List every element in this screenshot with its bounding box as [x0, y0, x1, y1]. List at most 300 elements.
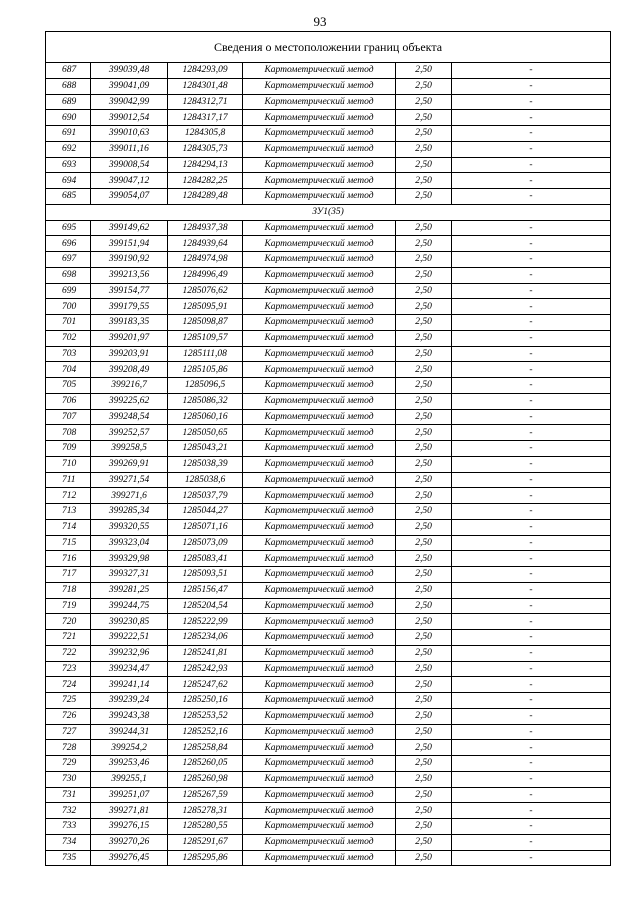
- method-cell: Картометрический метод: [243, 693, 396, 709]
- point-number-cell: 723: [46, 661, 91, 677]
- accuracy-cell: 2,50: [396, 535, 452, 551]
- x-coordinate-cell: 399041,09: [91, 78, 168, 94]
- x-coordinate-cell: 399271,54: [91, 472, 168, 488]
- point-number-cell: 702: [46, 330, 91, 346]
- description-cell: -: [452, 94, 611, 110]
- y-coordinate-cell: 1285278,31: [168, 803, 243, 819]
- y-coordinate-cell: 1285086,32: [168, 393, 243, 409]
- accuracy-cell: 2,50: [396, 834, 452, 850]
- x-coordinate-cell: 399244,31: [91, 724, 168, 740]
- description-cell: -: [452, 267, 611, 283]
- description-cell: -: [452, 78, 611, 94]
- method-cell: Картометрический метод: [243, 157, 396, 173]
- method-cell: Картометрический метод: [243, 614, 396, 630]
- point-number-cell: 719: [46, 598, 91, 614]
- x-coordinate-cell: 399225,62: [91, 393, 168, 409]
- table-row: [46, 110, 611, 126]
- method-cell: Картометрический метод: [243, 504, 396, 520]
- table-row: [46, 834, 611, 850]
- y-coordinate-cell: 1285234,06: [168, 630, 243, 646]
- y-coordinate-cell: 1284294,13: [168, 157, 243, 173]
- accuracy-cell: 2,50: [396, 504, 452, 520]
- description-cell: -: [452, 630, 611, 646]
- point-number-cell: 721: [46, 630, 91, 646]
- method-cell: Картометрический метод: [243, 299, 396, 315]
- x-coordinate-cell: 399151,94: [91, 236, 168, 252]
- table-row: [46, 630, 611, 646]
- table-row: [46, 315, 611, 331]
- description-cell: -: [452, 661, 611, 677]
- x-coordinate-cell: 399179,55: [91, 299, 168, 315]
- point-number-cell: 700: [46, 299, 91, 315]
- method-cell: Картометрический метод: [243, 173, 396, 189]
- method-cell: Картометрический метод: [243, 834, 396, 850]
- description-cell: -: [452, 283, 611, 299]
- point-number-cell: 695: [46, 220, 91, 236]
- table-row: [46, 157, 611, 173]
- point-number-cell: 717: [46, 567, 91, 583]
- table-row: [46, 724, 611, 740]
- y-coordinate-cell: 1285291,67: [168, 834, 243, 850]
- x-coordinate-cell: 399271,81: [91, 803, 168, 819]
- table-row: [46, 78, 611, 94]
- table-row: [46, 803, 611, 819]
- table-row: [46, 850, 611, 866]
- point-number-cell: 688: [46, 78, 91, 94]
- method-cell: Картометрический метод: [243, 456, 396, 472]
- table-row: [46, 677, 611, 693]
- point-number-cell: 699: [46, 283, 91, 299]
- description-cell: -: [452, 409, 611, 425]
- y-coordinate-cell: 1285295,86: [168, 850, 243, 866]
- method-cell: Картометрический метод: [243, 677, 396, 693]
- description-cell: -: [452, 551, 611, 567]
- table-row: [46, 582, 611, 598]
- point-number-cell: 701: [46, 315, 91, 331]
- method-cell: Картометрический метод: [243, 141, 396, 157]
- table-row: [46, 519, 611, 535]
- table-row: [46, 551, 611, 567]
- x-coordinate-cell: 399252,57: [91, 425, 168, 441]
- description-cell: -: [452, 803, 611, 819]
- x-coordinate-cell: 399213,56: [91, 267, 168, 283]
- accuracy-cell: 2,50: [396, 677, 452, 693]
- point-number-cell: 718: [46, 582, 91, 598]
- y-coordinate-cell: 1285076,62: [168, 283, 243, 299]
- point-number-cell: 689: [46, 94, 91, 110]
- method-cell: Картометрический метод: [243, 425, 396, 441]
- table-row: [46, 220, 611, 236]
- description-cell: -: [452, 220, 611, 236]
- accuracy-cell: 2,50: [396, 141, 452, 157]
- method-cell: Картометрический метод: [243, 551, 396, 567]
- accuracy-cell: 2,50: [396, 567, 452, 583]
- x-coordinate-cell: 399042,99: [91, 94, 168, 110]
- table-row: [46, 472, 611, 488]
- x-coordinate-cell: 399276,15: [91, 819, 168, 835]
- y-coordinate-cell: 1284974,98: [168, 252, 243, 268]
- y-coordinate-cell: 1285280,55: [168, 819, 243, 835]
- x-coordinate-cell: 399047,12: [91, 173, 168, 189]
- method-cell: Картометрический метод: [243, 598, 396, 614]
- accuracy-cell: 2,50: [396, 724, 452, 740]
- y-coordinate-cell: 1285260,05: [168, 756, 243, 772]
- point-number-cell: 714: [46, 519, 91, 535]
- x-coordinate-cell: 399039,48: [91, 63, 168, 79]
- point-number-cell: 687: [46, 63, 91, 79]
- accuracy-cell: 2,50: [396, 803, 452, 819]
- accuracy-cell: 2,50: [396, 740, 452, 756]
- accuracy-cell: 2,50: [396, 362, 452, 378]
- point-number-cell: 704: [46, 362, 91, 378]
- description-cell: -: [452, 157, 611, 173]
- method-cell: Картометрический метод: [243, 756, 396, 772]
- y-coordinate-cell: 1285258,84: [168, 740, 243, 756]
- point-number-cell: 707: [46, 409, 91, 425]
- accuracy-cell: 2,50: [396, 456, 452, 472]
- table-row: [46, 94, 611, 110]
- accuracy-cell: 2,50: [396, 472, 452, 488]
- y-coordinate-cell: 1285222,99: [168, 614, 243, 630]
- method-cell: Картометрический метод: [243, 315, 396, 331]
- description-cell: -: [452, 614, 611, 630]
- description-cell: -: [452, 173, 611, 189]
- description-cell: -: [452, 740, 611, 756]
- description-cell: -: [452, 535, 611, 551]
- accuracy-cell: 2,50: [396, 519, 452, 535]
- y-coordinate-cell: 1285050,65: [168, 425, 243, 441]
- method-cell: Картометрический метод: [243, 661, 396, 677]
- point-number-cell: 710: [46, 456, 91, 472]
- table-row: [46, 456, 611, 472]
- method-cell: Картометрический метод: [243, 819, 396, 835]
- y-coordinate-cell: 1285250,16: [168, 693, 243, 709]
- method-cell: Картометрический метод: [243, 630, 396, 646]
- accuracy-cell: 2,50: [396, 63, 452, 79]
- x-coordinate-cell: 399222,51: [91, 630, 168, 646]
- y-coordinate-cell: 1285241,81: [168, 645, 243, 661]
- description-cell: -: [452, 756, 611, 772]
- x-coordinate-cell: 399203,91: [91, 346, 168, 362]
- description-cell: -: [452, 834, 611, 850]
- y-coordinate-cell: 1285267,59: [168, 787, 243, 803]
- description-cell: -: [452, 850, 611, 866]
- method-cell: Картометрический метод: [243, 441, 396, 457]
- x-coordinate-cell: 399276,45: [91, 850, 168, 866]
- accuracy-cell: 2,50: [396, 614, 452, 630]
- point-number-cell: 720: [46, 614, 91, 630]
- table-row: [46, 441, 611, 457]
- method-cell: Картометрический метод: [243, 535, 396, 551]
- x-coordinate-cell: 399190,92: [91, 252, 168, 268]
- point-number-cell: 691: [46, 126, 91, 142]
- x-coordinate-cell: 399154,77: [91, 283, 168, 299]
- y-coordinate-cell: 1284937,38: [168, 220, 243, 236]
- point-number-cell: 735: [46, 850, 91, 866]
- point-number-cell: 698: [46, 267, 91, 283]
- description-cell: -: [452, 330, 611, 346]
- method-cell: Картометрический метод: [243, 519, 396, 535]
- point-number-cell: 725: [46, 693, 91, 709]
- y-coordinate-cell: 1285098,87: [168, 315, 243, 331]
- x-coordinate-cell: 399271,6: [91, 488, 168, 504]
- y-coordinate-cell: 1285037,79: [168, 488, 243, 504]
- point-number-cell: 731: [46, 787, 91, 803]
- y-coordinate-cell: 1285242,93: [168, 661, 243, 677]
- method-cell: Картометрический метод: [243, 126, 396, 142]
- y-coordinate-cell: 1285073,09: [168, 535, 243, 551]
- x-coordinate-cell: 399241,14: [91, 677, 168, 693]
- table-row: [46, 267, 611, 283]
- y-coordinate-cell: 1284996,49: [168, 267, 243, 283]
- description-cell: -: [452, 110, 611, 126]
- y-coordinate-cell: 1285204,54: [168, 598, 243, 614]
- x-coordinate-cell: 399012,54: [91, 110, 168, 126]
- x-coordinate-cell: 399254,2: [91, 740, 168, 756]
- accuracy-cell: 2,50: [396, 661, 452, 677]
- table-row: [46, 708, 611, 724]
- description-cell: -: [452, 645, 611, 661]
- y-coordinate-cell: 1285247,62: [168, 677, 243, 693]
- x-coordinate-cell: 399329,98: [91, 551, 168, 567]
- accuracy-cell: 2,50: [396, 94, 452, 110]
- description-cell: -: [452, 677, 611, 693]
- accuracy-cell: 2,50: [396, 645, 452, 661]
- method-cell: Картометрический метод: [243, 378, 396, 394]
- point-number-cell: 726: [46, 708, 91, 724]
- y-coordinate-cell: 1285111,08: [168, 346, 243, 362]
- accuracy-cell: 2,50: [396, 582, 452, 598]
- table-row: [46, 598, 611, 614]
- method-cell: Картометрический метод: [243, 409, 396, 425]
- description-cell: -: [452, 456, 611, 472]
- accuracy-cell: 2,50: [396, 551, 452, 567]
- point-number-cell: 708: [46, 425, 91, 441]
- method-cell: Картометрический метод: [243, 582, 396, 598]
- point-number-cell: 693: [46, 157, 91, 173]
- table-row: [46, 504, 611, 520]
- description-cell: -: [452, 425, 611, 441]
- description-cell: -: [452, 346, 611, 362]
- accuracy-cell: 2,50: [396, 220, 452, 236]
- accuracy-cell: 2,50: [396, 330, 452, 346]
- table-row: [46, 393, 611, 409]
- point-number-cell: 729: [46, 756, 91, 772]
- point-number-cell: 696: [46, 236, 91, 252]
- x-coordinate-cell: 399008,54: [91, 157, 168, 173]
- description-cell: -: [452, 598, 611, 614]
- y-coordinate-cell: 1285038,39: [168, 456, 243, 472]
- description-cell: -: [452, 819, 611, 835]
- y-coordinate-cell: 1285043,21: [168, 441, 243, 457]
- table-row: [46, 661, 611, 677]
- table-row: [46, 63, 611, 79]
- accuracy-cell: 2,50: [396, 173, 452, 189]
- point-number-cell: 716: [46, 551, 91, 567]
- x-coordinate-cell: 399244,75: [91, 598, 168, 614]
- table-row: [46, 378, 611, 394]
- point-number-cell: 728: [46, 740, 91, 756]
- table-title-row: [46, 32, 611, 63]
- table-row: [46, 362, 611, 378]
- y-coordinate-cell: 1284293,09: [168, 63, 243, 79]
- description-cell: -: [452, 141, 611, 157]
- x-coordinate-cell: 399258,5: [91, 441, 168, 457]
- y-coordinate-cell: 1284282,25: [168, 173, 243, 189]
- x-coordinate-cell: 399149,62: [91, 220, 168, 236]
- y-coordinate-cell: 1285095,91: [168, 299, 243, 315]
- description-cell: -: [452, 787, 611, 803]
- method-cell: Картометрический метод: [243, 189, 396, 205]
- x-coordinate-cell: 399253,46: [91, 756, 168, 772]
- method-cell: Картометрический метод: [243, 252, 396, 268]
- table-row: [46, 141, 611, 157]
- x-coordinate-cell: 399255,1: [91, 771, 168, 787]
- x-coordinate-cell: 399248,54: [91, 409, 168, 425]
- description-cell: -: [452, 488, 611, 504]
- description-cell: -: [452, 378, 611, 394]
- accuracy-cell: 2,50: [396, 787, 452, 803]
- table-row: [46, 425, 611, 441]
- description-cell: -: [452, 315, 611, 331]
- method-cell: Картометрический метод: [243, 771, 396, 787]
- table-row: [46, 567, 611, 583]
- method-cell: Картометрический метод: [243, 708, 396, 724]
- y-coordinate-cell: 1285071,16: [168, 519, 243, 535]
- accuracy-cell: 2,50: [396, 283, 452, 299]
- point-number-cell: 705: [46, 378, 91, 394]
- method-cell: Картометрический метод: [243, 393, 396, 409]
- method-cell: Картометрический метод: [243, 362, 396, 378]
- point-number-cell: 711: [46, 472, 91, 488]
- method-cell: Картометрический метод: [243, 346, 396, 362]
- x-coordinate-cell: 399011,16: [91, 141, 168, 157]
- method-cell: Картометрический метод: [243, 283, 396, 299]
- description-cell: -: [452, 252, 611, 268]
- x-coordinate-cell: 399183,35: [91, 315, 168, 331]
- point-number-cell: 733: [46, 819, 91, 835]
- accuracy-cell: 2,50: [396, 819, 452, 835]
- point-number-cell: 724: [46, 677, 91, 693]
- table-row: [46, 771, 611, 787]
- section-label: ЗУ1(35): [46, 204, 611, 220]
- x-coordinate-cell: 399208,49: [91, 362, 168, 378]
- x-coordinate-cell: 399010,63: [91, 126, 168, 142]
- boundary-coordinates-table: [45, 31, 611, 866]
- accuracy-cell: 2,50: [396, 236, 452, 252]
- y-coordinate-cell: 1284289,48: [168, 189, 243, 205]
- x-coordinate-cell: 399320,55: [91, 519, 168, 535]
- table-row: [46, 488, 611, 504]
- accuracy-cell: 2,50: [396, 315, 452, 331]
- point-number-cell: 692: [46, 141, 91, 157]
- y-coordinate-cell: 1285109,57: [168, 330, 243, 346]
- point-number-cell: 722: [46, 645, 91, 661]
- point-number-cell: 685: [46, 189, 91, 205]
- x-coordinate-cell: 399239,24: [91, 693, 168, 709]
- y-coordinate-cell: 1285252,16: [168, 724, 243, 740]
- accuracy-cell: 2,50: [396, 299, 452, 315]
- y-coordinate-cell: 1285060,16: [168, 409, 243, 425]
- y-coordinate-cell: 1285253,52: [168, 708, 243, 724]
- accuracy-cell: 2,50: [396, 78, 452, 94]
- table-row: [46, 330, 611, 346]
- accuracy-cell: 2,50: [396, 488, 452, 504]
- method-cell: Картометрический метод: [243, 740, 396, 756]
- method-cell: Картометрический метод: [243, 488, 396, 504]
- description-cell: -: [452, 582, 611, 598]
- table-row: [46, 409, 611, 425]
- accuracy-cell: 2,50: [396, 598, 452, 614]
- description-cell: -: [452, 708, 611, 724]
- y-coordinate-cell: 1285096,5: [168, 378, 243, 394]
- point-number-cell: 732: [46, 803, 91, 819]
- point-number-cell: 712: [46, 488, 91, 504]
- x-coordinate-cell: 399327,31: [91, 567, 168, 583]
- method-cell: Картометрический метод: [243, 850, 396, 866]
- y-coordinate-cell: 1285044,27: [168, 504, 243, 520]
- table-row: [46, 535, 611, 551]
- accuracy-cell: 2,50: [396, 252, 452, 268]
- accuracy-cell: 2,50: [396, 393, 452, 409]
- accuracy-cell: 2,50: [396, 110, 452, 126]
- x-coordinate-cell: 399269,91: [91, 456, 168, 472]
- y-coordinate-cell: 1285260,98: [168, 771, 243, 787]
- method-cell: Картометрический метод: [243, 330, 396, 346]
- accuracy-cell: 2,50: [396, 771, 452, 787]
- y-coordinate-cell: 1284305,73: [168, 141, 243, 157]
- description-cell: -: [452, 236, 611, 252]
- table-row: [46, 787, 611, 803]
- point-number-cell: 734: [46, 834, 91, 850]
- x-coordinate-cell: 399216,7: [91, 378, 168, 394]
- table-title: Сведения о местоположении границ объекта: [46, 32, 611, 63]
- description-cell: -: [452, 189, 611, 205]
- y-coordinate-cell: 1284305,8: [168, 126, 243, 142]
- x-coordinate-cell: 399243,38: [91, 708, 168, 724]
- x-coordinate-cell: 399234,47: [91, 661, 168, 677]
- x-coordinate-cell: 399232,96: [91, 645, 168, 661]
- accuracy-cell: 2,50: [396, 267, 452, 283]
- point-number-cell: 709: [46, 441, 91, 457]
- description-cell: -: [452, 63, 611, 79]
- table-row: [46, 252, 611, 268]
- description-cell: -: [452, 693, 611, 709]
- description-cell: -: [452, 441, 611, 457]
- description-cell: -: [452, 362, 611, 378]
- method-cell: Картометрический метод: [243, 724, 396, 740]
- point-number-cell: 727: [46, 724, 91, 740]
- table-row: [46, 299, 611, 315]
- page-number: 93: [313, 14, 327, 29]
- table-row: [46, 126, 611, 142]
- method-cell: Картометрический метод: [243, 236, 396, 252]
- description-cell: -: [452, 393, 611, 409]
- accuracy-cell: 2,50: [396, 378, 452, 394]
- method-cell: Картометрический метод: [243, 63, 396, 79]
- y-coordinate-cell: 1284301,48: [168, 78, 243, 94]
- y-coordinate-cell: 1284317,17: [168, 110, 243, 126]
- table-row: [46, 740, 611, 756]
- method-cell: Картометрический метод: [243, 220, 396, 236]
- point-number-cell: 690: [46, 110, 91, 126]
- table-row: [46, 236, 611, 252]
- accuracy-cell: 2,50: [396, 409, 452, 425]
- x-coordinate-cell: 399285,34: [91, 504, 168, 520]
- table-row: [46, 173, 611, 189]
- x-coordinate-cell: 399251,07: [91, 787, 168, 803]
- method-cell: Картометрический метод: [243, 787, 396, 803]
